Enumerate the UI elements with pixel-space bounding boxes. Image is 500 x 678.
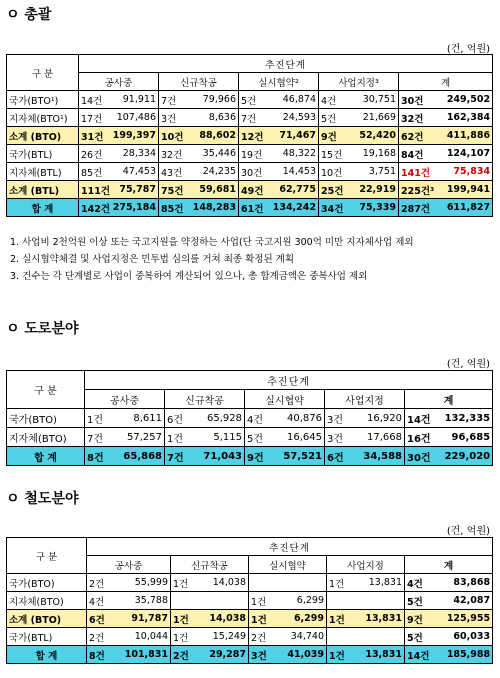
cell-count: 49건 bbox=[239, 181, 267, 199]
table-row bbox=[7, 592, 493, 610]
cell-amount: 40,876 bbox=[273, 409, 325, 428]
cell-amount: 34,740 bbox=[277, 628, 327, 646]
cell-count: 1건 bbox=[171, 628, 199, 646]
cell-count bbox=[327, 628, 355, 646]
cell-count: 16건 bbox=[405, 428, 439, 447]
cell-count: 8건 bbox=[87, 646, 115, 664]
cell-amount: 199,397 bbox=[107, 127, 159, 145]
col-header: 사업지정 bbox=[325, 390, 405, 409]
cell-count bbox=[171, 592, 199, 610]
cell-count: 84건 bbox=[399, 145, 433, 163]
cell-count: 5건 bbox=[239, 91, 267, 109]
cell-amount: 15,249 bbox=[199, 628, 249, 646]
cell-count: 7건 bbox=[239, 109, 267, 127]
cell-amount: 275,184 bbox=[107, 199, 159, 217]
cell-count: 4건 bbox=[87, 592, 115, 610]
table-row bbox=[7, 109, 493, 127]
table-row bbox=[7, 628, 493, 646]
col-header: 신규착공 bbox=[159, 73, 239, 91]
cell-count: 5건 bbox=[405, 628, 437, 646]
cell-amount: 14,453 bbox=[267, 163, 319, 181]
cell-amount: 91,787 bbox=[115, 610, 171, 628]
cell-count: 62건 bbox=[399, 127, 433, 145]
cell-count: 31건 bbox=[79, 127, 107, 145]
cell-amount: 35,788 bbox=[115, 592, 171, 610]
col-header: 공사중 bbox=[79, 73, 159, 91]
section-title-summary: ㅇ 총괄 bbox=[6, 7, 52, 23]
cell-amount: 91,911 bbox=[107, 91, 159, 109]
cell-amount: 34,588 bbox=[353, 447, 405, 466]
cell-amount: 88,602 bbox=[187, 127, 239, 145]
header-gubun: 구 분 bbox=[7, 55, 79, 91]
cell-amount: 83,868 bbox=[437, 574, 493, 592]
table-row bbox=[7, 91, 493, 109]
cell-amount: 13,831 bbox=[355, 574, 405, 592]
road-table bbox=[6, 370, 493, 466]
cell-count: 1건 bbox=[249, 592, 277, 610]
cell-count: 26건 bbox=[79, 145, 107, 163]
cell-amount: 75,787 bbox=[107, 181, 159, 199]
table-row bbox=[7, 409, 493, 428]
cell-amount: 6,299 bbox=[277, 610, 327, 628]
cell-amount: 65,868 bbox=[113, 447, 165, 466]
cell-count: 1건 bbox=[171, 610, 199, 628]
cell-count: 7건 bbox=[159, 91, 187, 109]
cell-count: 7건 bbox=[165, 447, 193, 466]
cell-amount: 62,775 bbox=[267, 181, 319, 199]
col-header: 실시협약 bbox=[249, 556, 327, 574]
cell-amount: 10,044 bbox=[115, 628, 171, 646]
cell-amount: 16,645 bbox=[273, 428, 325, 447]
cell-amount: 55,999 bbox=[115, 574, 171, 592]
cell-amount: 132,335 bbox=[439, 409, 493, 428]
row-label: 국가(BTL) bbox=[7, 145, 79, 163]
row-label: 국가(BTO) bbox=[7, 574, 87, 592]
cell-count: 225건³ bbox=[399, 181, 433, 199]
cell-amount: 22,919 bbox=[347, 181, 399, 199]
row-label: 국가(BTL) bbox=[7, 628, 87, 646]
cell-amount: 42,087 bbox=[437, 592, 493, 610]
cell-count: 111건 bbox=[79, 181, 107, 199]
cell-amount: 71,043 bbox=[193, 447, 245, 466]
header-stage: 추진단계 bbox=[79, 55, 493, 73]
cell-count: 4건 bbox=[405, 574, 437, 592]
cell-count: 1건 bbox=[171, 574, 199, 592]
header-stage: 추진단계 bbox=[87, 538, 493, 556]
col-header: 실시협약 bbox=[245, 390, 325, 409]
cell-amount: 79,966 bbox=[187, 91, 239, 109]
col-header: 계 bbox=[405, 556, 493, 574]
cell-count: 15건 bbox=[319, 145, 347, 163]
table-row bbox=[7, 646, 493, 664]
cell-amount: 14,038 bbox=[199, 610, 249, 628]
cell-count: 1건 bbox=[327, 574, 355, 592]
table-row bbox=[7, 145, 493, 163]
cell-amount: 199,941 bbox=[433, 181, 493, 199]
cell-count bbox=[327, 592, 355, 610]
cell-count: 61건 bbox=[239, 199, 267, 217]
cell-amount: 41,039 bbox=[277, 646, 327, 664]
cell-amount: 19,168 bbox=[347, 145, 399, 163]
footnote: 3. 건수는 각 단계별로 사업이 중복하여 계산되어 있으나, 총 합계금액은 중복사업 제외 bbox=[10, 271, 368, 282]
table-row bbox=[7, 428, 493, 447]
cell-count: 8건 bbox=[85, 447, 113, 466]
cell-count: 2건 bbox=[171, 646, 199, 664]
cell-amount: 57,521 bbox=[273, 447, 325, 466]
cell-count bbox=[249, 574, 277, 592]
cell-count: 3건 bbox=[325, 409, 353, 428]
cell-amount: 185,988 bbox=[437, 646, 493, 664]
cell-count: 6건 bbox=[325, 447, 353, 466]
cell-count: 4건 bbox=[245, 409, 273, 428]
cell-count: 85건 bbox=[159, 199, 187, 217]
cell-count: 1건 bbox=[327, 646, 355, 664]
cell-amount: 24,235 bbox=[187, 163, 239, 181]
col-header: 신규착공 bbox=[165, 390, 245, 409]
cell-count: 12건 bbox=[239, 127, 267, 145]
cell-amount: 14,038 bbox=[199, 574, 249, 592]
footnotes bbox=[10, 234, 414, 285]
cell-count: 19건 bbox=[239, 145, 267, 163]
cell-amount: 134,242 bbox=[267, 199, 319, 217]
cell-amount: 125,955 bbox=[437, 610, 493, 628]
table-row bbox=[7, 163, 493, 181]
cell-amount: 5,115 bbox=[193, 428, 245, 447]
cell-count: 9건 bbox=[319, 127, 347, 145]
cell-count: 5건 bbox=[245, 428, 273, 447]
cell-count: 10건 bbox=[319, 163, 347, 181]
cell-count: 30건 bbox=[239, 163, 267, 181]
cell-amount bbox=[355, 592, 405, 610]
footnote: 1. 사업비 2천억원 이상 또는 국고지원을 약정하는 사업(단 국고지원 300억 미만 지자체사업 제외 bbox=[10, 237, 414, 248]
cell-count: 25건 bbox=[319, 181, 347, 199]
cell-count: 1건 bbox=[165, 428, 193, 447]
cell-amount: 6,299 bbox=[277, 592, 327, 610]
cell-count: 3건 bbox=[249, 646, 277, 664]
header-gubun: 구 분 bbox=[7, 538, 87, 574]
col-header: 신규착공 bbox=[171, 556, 249, 574]
cell-amount: 148,283 bbox=[187, 199, 239, 217]
cell-amount: 75,339 bbox=[347, 199, 399, 217]
cell-amount: 611,827 bbox=[433, 199, 493, 217]
cell-count: 1건 bbox=[249, 610, 277, 628]
header-gubun: 구 분 bbox=[7, 371, 85, 409]
cell-count: 30건 bbox=[405, 447, 439, 466]
cell-amount: 16,920 bbox=[353, 409, 405, 428]
cell-amount: 13,831 bbox=[355, 610, 405, 628]
cell-amount bbox=[199, 592, 249, 610]
cell-count: 34건 bbox=[319, 199, 347, 217]
cell-amount: 52,420 bbox=[347, 127, 399, 145]
cell-count: 14건 bbox=[405, 409, 439, 428]
row-label: 지자체(BTO¹) bbox=[7, 109, 79, 127]
cell-amount: 24,593 bbox=[267, 109, 319, 127]
cell-amount: 46,874 bbox=[267, 91, 319, 109]
cell-count: 43건 bbox=[159, 163, 187, 181]
rail-table bbox=[6, 537, 493, 664]
table-row bbox=[7, 574, 493, 592]
cell-count: 6건 bbox=[165, 409, 193, 428]
row-label: 소계 (BTO) bbox=[7, 610, 87, 628]
col-header: 사업지정 bbox=[327, 556, 405, 574]
cell-amount: 21,669 bbox=[347, 109, 399, 127]
cell-amount: 30,751 bbox=[347, 91, 399, 109]
cell-amount: 96,685 bbox=[439, 428, 493, 447]
cell-count: 5건 bbox=[405, 592, 437, 610]
cell-amount: 162,384 bbox=[433, 109, 493, 127]
cell-amount: 65,928 bbox=[193, 409, 245, 428]
col-header: 계 bbox=[405, 390, 493, 409]
unit-label-summary: (건, 억원) bbox=[446, 44, 490, 55]
table-row bbox=[7, 610, 493, 628]
cell-count: 17건 bbox=[79, 109, 107, 127]
cell-count: 1건 bbox=[327, 610, 355, 628]
cell-amount: 13,831 bbox=[355, 646, 405, 664]
cell-amount: 249,502 bbox=[433, 91, 493, 109]
cell-amount: 229,020 bbox=[439, 447, 493, 466]
unit-label-rail: (건, 억원) bbox=[446, 526, 490, 537]
col-header: 공사중 bbox=[85, 390, 165, 409]
cell-amount: 17,668 bbox=[353, 428, 405, 447]
cell-count: 9건 bbox=[405, 610, 437, 628]
cell-amount bbox=[277, 574, 327, 592]
footnote: 2. 실시협약체결 및 사업지정은 민투법 심의를 거쳐 최종 확정된 계획 bbox=[10, 254, 295, 265]
cell-amount: 8,636 bbox=[187, 109, 239, 127]
cell-count: 6건 bbox=[87, 610, 115, 628]
cell-count: 2건 bbox=[87, 628, 115, 646]
table-row bbox=[7, 181, 493, 199]
row-label: 소계 (BTL) bbox=[7, 181, 79, 199]
cell-count: 2건 bbox=[87, 574, 115, 592]
cell-amount: 71,467 bbox=[267, 127, 319, 145]
cell-amount: 8,611 bbox=[113, 409, 165, 428]
cell-amount: 411,886 bbox=[433, 127, 493, 145]
cell-count: 4건 bbox=[319, 91, 347, 109]
cell-amount: 60,033 bbox=[437, 628, 493, 646]
cell-amount: 29,287 bbox=[199, 646, 249, 664]
cell-amount: 28,334 bbox=[107, 145, 159, 163]
cell-count: 85건 bbox=[79, 163, 107, 181]
cell-amount: 3,751 bbox=[347, 163, 399, 181]
cell-count: 32건 bbox=[399, 109, 433, 127]
cell-amount: 59,681 bbox=[187, 181, 239, 199]
cell-count: 2건 bbox=[249, 628, 277, 646]
cell-count: 142건 bbox=[79, 199, 107, 217]
row-label: 합 계 bbox=[7, 646, 87, 664]
col-header: 실시협약² bbox=[239, 73, 319, 91]
row-label: 지자체(BTO) bbox=[7, 428, 85, 447]
row-label: 지자체(BTO) bbox=[7, 592, 87, 610]
cell-count: 141건 bbox=[399, 163, 433, 181]
cell-count: 3건 bbox=[159, 109, 187, 127]
cell-amount: 48,322 bbox=[267, 145, 319, 163]
cell-count: 5건 bbox=[319, 109, 347, 127]
cell-count: 32건 bbox=[159, 145, 187, 163]
cell-count: 75건 bbox=[159, 181, 187, 199]
cell-amount: 47,453 bbox=[107, 163, 159, 181]
cell-count: 10건 bbox=[159, 127, 187, 145]
cell-amount: 57,257 bbox=[113, 428, 165, 447]
row-label: 국가(BTO) bbox=[7, 409, 85, 428]
row-label: 소계 (BTO) bbox=[7, 127, 79, 145]
cell-count: 9건 bbox=[245, 447, 273, 466]
cell-amount: 35,446 bbox=[187, 145, 239, 163]
cell-count: 287건 bbox=[399, 199, 433, 217]
table-row bbox=[7, 447, 493, 466]
table-row bbox=[7, 127, 493, 145]
cell-count: 7건 bbox=[85, 428, 113, 447]
section-title-rail: ㅇ 철도분야 bbox=[6, 491, 79, 507]
cell-count: 14건 bbox=[405, 646, 437, 664]
summary-table bbox=[6, 54, 493, 217]
header-stage: 추진단계 bbox=[85, 371, 493, 390]
unit-label-road: (건, 억원) bbox=[446, 359, 490, 370]
table-row bbox=[7, 199, 493, 217]
cell-count: 14건 bbox=[79, 91, 107, 109]
cell-amount: 124,107 bbox=[433, 145, 493, 163]
cell-count: 1건 bbox=[85, 409, 113, 428]
cell-amount: 107,486 bbox=[107, 109, 159, 127]
cell-amount: 75,834 bbox=[433, 163, 493, 181]
col-header: 공사중 bbox=[87, 556, 171, 574]
cell-count: 30건 bbox=[399, 91, 433, 109]
col-header: 사업지정³ bbox=[319, 73, 399, 91]
col-header: 계 bbox=[399, 73, 493, 91]
row-label: 지자체(BTL) bbox=[7, 163, 79, 181]
cell-count: 3건 bbox=[325, 428, 353, 447]
row-label: 합 계 bbox=[7, 447, 85, 466]
cell-amount: 101,831 bbox=[115, 646, 171, 664]
cell-amount bbox=[355, 628, 405, 646]
row-label: 합 계 bbox=[7, 199, 79, 217]
section-title-road: ㅇ 도로분야 bbox=[6, 321, 79, 337]
row-label: 국가(BTO¹) bbox=[7, 91, 79, 109]
